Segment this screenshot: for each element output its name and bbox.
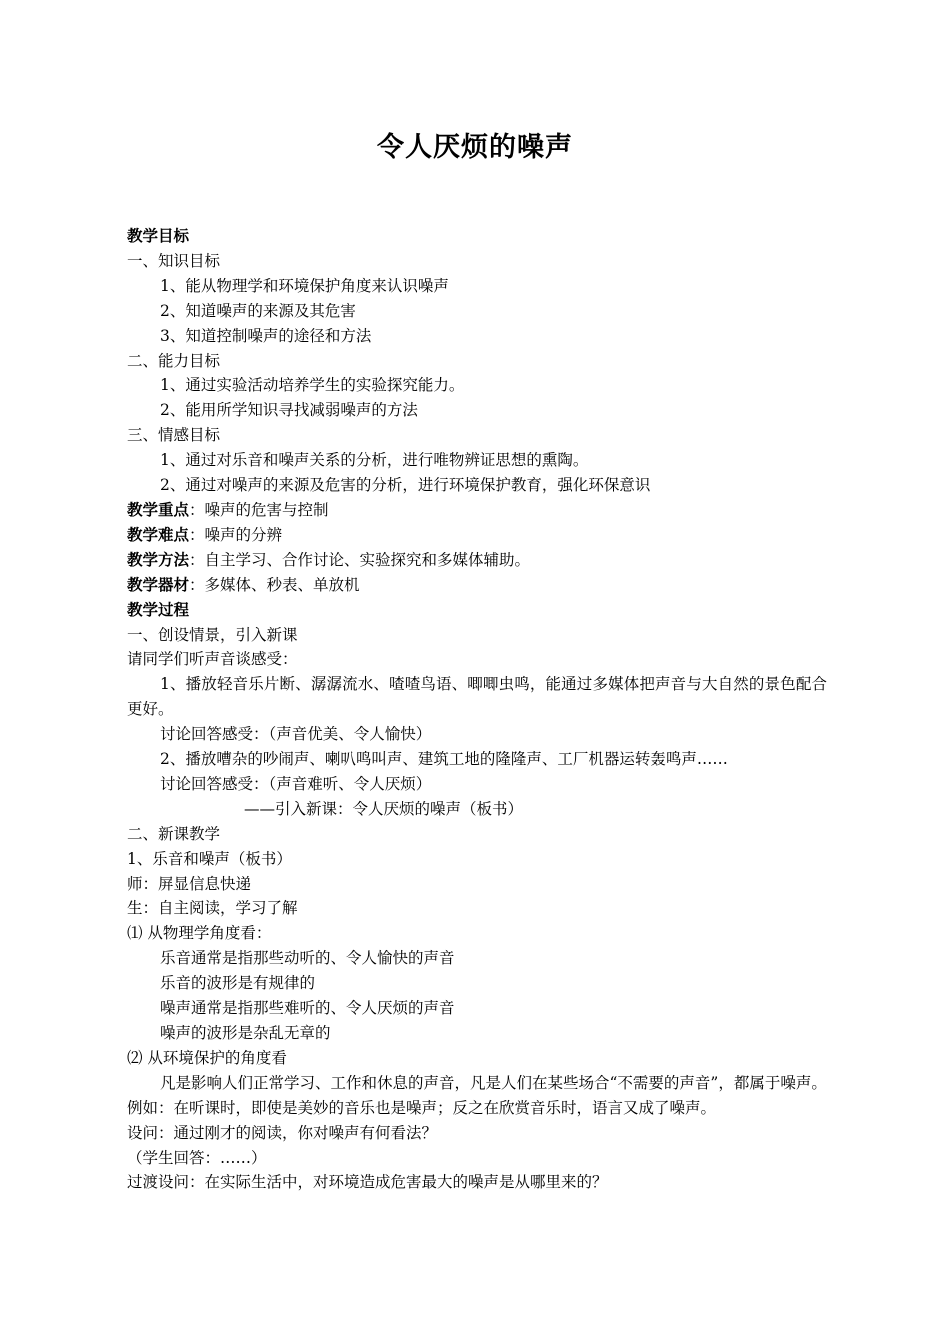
- new-lesson-topic: 1、乐音和噪声（板书）: [127, 849, 292, 868]
- emotion-item: 2、通过对噪声的来源及危害的分析，进行环境保护教育，强化环保意识: [160, 476, 651, 495]
- knowledge-heading: 一、知识目标: [127, 251, 221, 270]
- info-value: 噪声的分辨: [204, 525, 283, 544]
- teacher-line: 师：屏显信息快递: [127, 874, 252, 893]
- knowledge-item: 2、知道噪声的来源及其危害: [160, 301, 356, 320]
- info-value: 噪声的危害与控制: [204, 500, 329, 519]
- document-body: [127, 224, 827, 1195]
- info-equipment: [127, 573, 827, 598]
- document-title: 令人厌烦的噪声: [377, 132, 573, 163]
- info-label: 教学方法: [127, 549, 190, 569]
- info-separator: ：: [189, 550, 205, 569]
- intro-step-1: 1、播放轻音乐片断、潺潺流水、喳喳鸟语、唧唧虫鸣，能通过多媒体把声音与大自然的景色配合更好。: [127, 675, 827, 719]
- physics-item: 噪声通常是指那些难听的、令人厌烦的声音: [160, 999, 455, 1018]
- answer-line: （学生回答：……）: [127, 1148, 267, 1167]
- intro-lead-in: ——引入新课：令人厌烦的噪声（板书）: [244, 799, 524, 818]
- info-key-points: [127, 498, 827, 523]
- physics-heading: ⑴ 从物理学角度看：: [127, 924, 272, 943]
- intro-heading: 一、创设情景，引入新课: [127, 625, 298, 644]
- physics-item: 噪声的波形是杂乱无章的: [160, 1024, 331, 1042]
- physics-item: 乐音通常是指那些动听的、令人愉快的声音: [160, 949, 455, 968]
- emotion-heading: 三、情感目标: [127, 426, 221, 445]
- transition-line: 过渡设问：在实际生活中，对环境造成危害最大的噪声是从哪里来的？: [127, 1173, 608, 1192]
- emotion-item: 1、通过对乐音和噪声关系的分析，进行唯物辨证思想的熏陶。: [160, 451, 589, 470]
- intro-discussion-2: 讨论回答感受：（声音难听、令人厌烦）: [160, 774, 432, 793]
- environment-text: 凡是影响人们正常学习、工作和休息的声音，凡是人们在某些场合“不需要的声音”，都属于噪声。: [160, 1073, 827, 1092]
- ability-item: 2、能用所学知识寻找减弱噪声的方法: [160, 401, 418, 420]
- info-value: 自主学习、合作讨论、实验探究和多媒体辅助。: [204, 550, 531, 569]
- info-label: 教学器材: [127, 574, 190, 594]
- ability-item: 1、通过实验活动培养学生的实验探究能力。: [160, 376, 465, 395]
- info-separator: ：: [189, 575, 205, 594]
- info-label: 教学重点: [127, 499, 190, 519]
- question-line: 设问：通过刚才的阅读，你对噪声有何看法？: [127, 1123, 438, 1142]
- ability-heading: 二、能力目标: [127, 351, 221, 370]
- objectives-heading: 教学目标: [127, 226, 190, 245]
- intro-step-2: 2、播放嘈杂的吵闹声、喇叭鸣叫声、建筑工地的隆隆声、工厂机器运转轰鸣声……: [160, 750, 728, 769]
- knowledge-item: 1、能从物理学和环境保护角度来认识噪声: [160, 276, 449, 295]
- intro-prompt: 请同学们听声音谈感受：: [127, 650, 298, 669]
- info-difficulty: [127, 523, 827, 548]
- new-lesson-heading: 二、新课教学: [127, 824, 221, 843]
- process-heading: 教学过程: [127, 599, 190, 619]
- physics-item: 乐音的波形是有规律的: [160, 974, 316, 993]
- knowledge-item: 3、知道控制噪声的途径和方法: [160, 326, 372, 345]
- info-methods: [127, 548, 827, 573]
- environment-heading: ⑵ 从环境保护的角度看: [127, 1048, 287, 1067]
- info-separator: ：: [189, 500, 205, 519]
- info-value: 多媒体、秒表、单放机: [204, 575, 360, 594]
- example-line: 例如：在听课时，即使是美妙的音乐也是噪声；反之在欣赏音乐时，语言又成了噪声。: [127, 1098, 717, 1117]
- info-separator: ：: [189, 525, 205, 544]
- intro-discussion-1: 讨论回答感受：（声音优美、令人愉快）: [160, 725, 432, 744]
- student-line: 生：自主阅读，学习了解: [127, 899, 298, 918]
- info-label: 教学难点: [127, 524, 190, 544]
